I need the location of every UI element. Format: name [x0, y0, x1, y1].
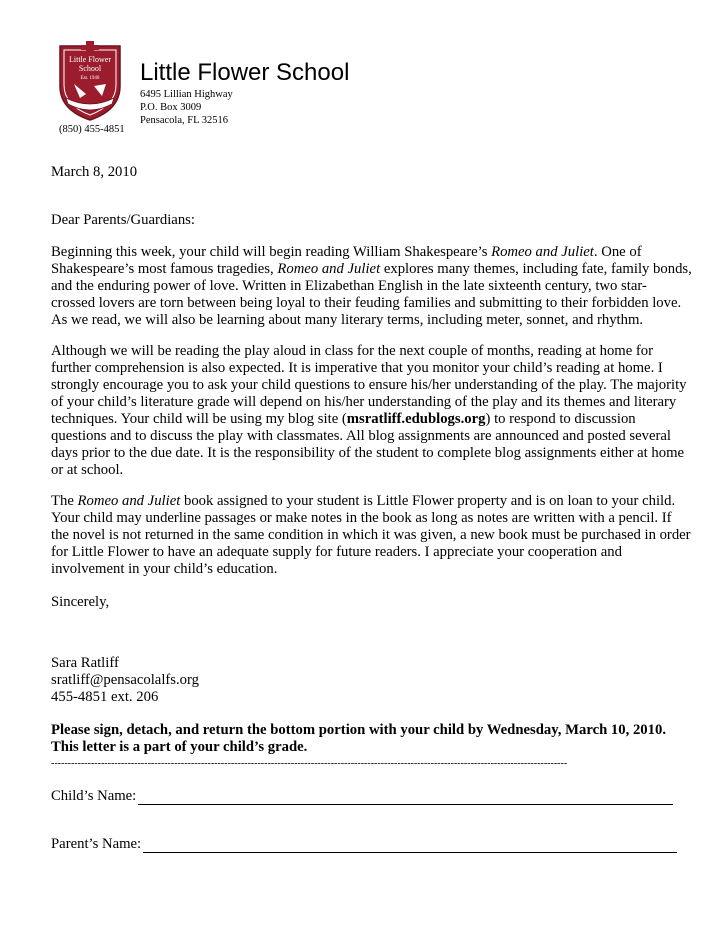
p2-line-6: questions and to discuss the play with classmates. All blog assignments are announced and posted several — [51, 428, 672, 444]
p2-line-8: or at school. — [51, 462, 124, 478]
p3-text: book assigned to your student is Little Flower property and is on loan to your child. — [180, 493, 676, 509]
school-crest-logo — [50, 40, 130, 124]
p1-line-3: and the enduring power of love. Written in Elizabethan English in the late sixteenth century, two star- — [51, 278, 647, 294]
p1-line-4: crossed lovers are torn between being loyal to their feuding families and submitting to their forbidden love. — [51, 295, 682, 311]
p2-line-1: Although we will be reading the play aloud in class for the next couple of months, reading at home for — [51, 343, 654, 359]
p1-text: . One of — [593, 244, 642, 260]
p3-line-2: Your child may underline passages or make notes in the book as long as notes are written with a pencil. If — [51, 510, 672, 526]
logo-text-top: Little Flower — [69, 55, 111, 64]
blog-link[interactable]: msratliff.edublogs.org — [346, 411, 486, 427]
signature-email: sratliff@pensacolalfs.org — [51, 672, 199, 688]
p1-line-1 — [51, 244, 642, 261]
logo-text-est: Est. 1940 — [80, 76, 100, 81]
p2-line-2: further comprehension is also expected. It is imperative that you monitor your child’s reading at home. I — [51, 360, 663, 376]
detach-line: ----------------------------------------------------------------------------------------------------------------------------------------------------------- — [51, 758, 568, 769]
school-phone: (850) 455-4851 — [59, 124, 125, 135]
logo-text-mid: School — [78, 64, 102, 73]
parent-name-field — [51, 836, 677, 853]
p1-text: Shakespeare’s most famous tragedies, — [51, 261, 278, 277]
p2-line-7: days prior to the due date. It is the responsibility of the student to complete blog assignments either at home — [51, 445, 685, 461]
parent-name-input[interactable] — [143, 838, 677, 853]
p1-line-5: As we read, we will also be learning about many literary terms, including meter, sonnet, and rhythm. — [51, 312, 644, 328]
p1-line-2 — [51, 261, 692, 278]
child-name-label: Child’s Name: — [51, 788, 137, 804]
signature-name: Sara Ratliff — [51, 655, 119, 671]
child-name-input[interactable] — [138, 790, 673, 805]
address-line-2: P.O. Box 3009 — [140, 102, 202, 113]
p3-line-4: for Little Flower to have an adequate supply for future readers. I appreciate your cooperation and — [51, 544, 622, 560]
p3-text: The — [51, 493, 78, 509]
play-title: Romeo and Juliet — [77, 493, 181, 509]
p2-line-5 — [51, 411, 636, 428]
play-title: Romeo and Juliet — [491, 244, 594, 260]
p3-line-5: involvement in your child’s education. — [51, 561, 278, 577]
signature-phone: 455-4851 ext. 206 — [51, 689, 159, 705]
p3-line-1 — [51, 493, 675, 510]
p2-line-3: strongly encourage you to ask your child questions to ensure his/her understanding of the play. The majority — [51, 377, 687, 393]
grade-notice: This letter is a part of your child’s grade. — [51, 739, 308, 755]
p2-text: techniques. Your child will be using my blog site ( — [51, 411, 347, 427]
closing: Sincerely, — [51, 594, 110, 610]
p2-text: ) to respond to discussion — [485, 411, 636, 427]
return-notice: Please sign, detach, and return the bottom portion with your child by Wednesday, March 10, 2010. — [51, 722, 667, 738]
p2-line-4: of your child’s literature grade will depend on his/her understanding of the play and its themes and literary — [51, 394, 677, 410]
p3-line-3: the novel is not returned in the same condition in which it was given, a new book must be purchased in order — [51, 527, 691, 543]
child-name-field — [51, 788, 673, 805]
parent-name-label: Parent’s Name: — [51, 836, 142, 852]
address-line-1: 6495 Lillian Highway — [140, 89, 233, 100]
play-title: Romeo and Juliet — [277, 261, 381, 277]
address-line-3: Pensacola, FL 32516 — [140, 115, 228, 126]
p1-text: explores many themes, including fate, family bonds, — [380, 261, 692, 277]
school-name: Little Flower School — [140, 59, 350, 86]
salutation: Dear Parents/Guardians: — [51, 212, 195, 228]
letter-date: March 8, 2010 — [51, 164, 138, 180]
p1-text: Beginning this week, your child will begin reading William Shakespeare’s — [51, 244, 492, 260]
